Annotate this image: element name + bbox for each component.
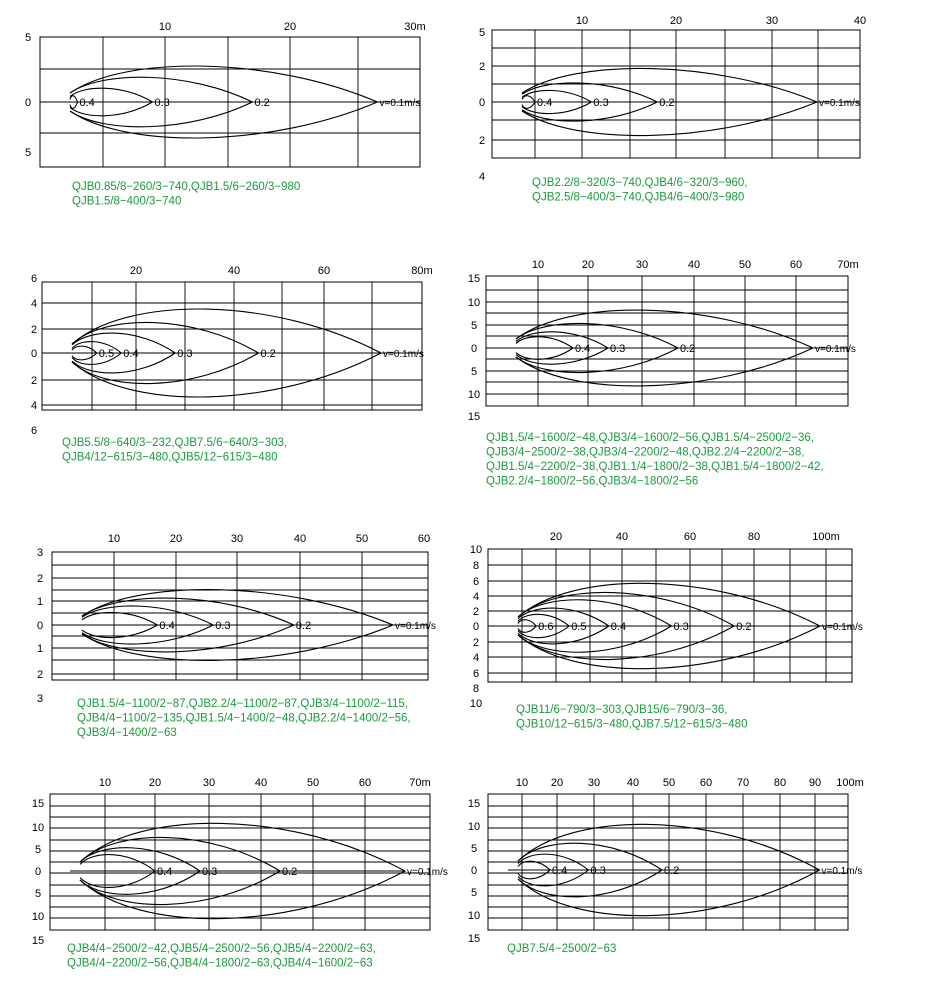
y-tick-label: 0 [470,865,478,877]
panel-7 [32,777,448,970]
y-tick-label: 1 [36,643,44,655]
grid-frame [42,282,422,410]
x-tick-label: 40 [254,777,268,789]
model-caption [67,943,376,970]
x-tick-label: 10 [575,15,589,27]
x-tick-label: 40 [626,777,640,789]
x-tick-label: 10 [107,533,121,545]
x-tick-label: 60 [417,533,431,545]
panel-2 [479,15,866,204]
x-tick-label: 40 [687,259,701,271]
model-caption [72,181,300,208]
model-caption [486,432,824,488]
model-caption-line: QJB1.5/4−1600/2−48,QJB3/4−1600/2−56,QJB1.5/4−2500/2−36, [486,432,815,444]
panel-3 [31,265,433,464]
y-tick-label: 15 [467,273,481,285]
contour-label: 0.2 [282,866,298,878]
model-caption-line: QJB11/6−790/3−303,QJB15/6−790/3−36, [516,704,728,716]
model-caption [516,704,747,731]
y-tick-label: 2 [478,61,486,73]
y-tick-label: 10 [469,544,483,556]
y-tick-label: 6 [30,425,38,437]
contour-label: v=0.1m/s [819,98,860,109]
model-caption-line: QJB4/4−2200/2−56,QJB4/4−1800/2−63,QJB4/4−1600/2−63 [67,957,373,970]
y-tick-label: 15 [31,798,45,810]
y-tick-label: 5 [470,887,478,899]
x-tick-label: 70 [736,777,750,789]
model-caption-line: QJB5.5/8−640/3−232,QJB7.5/6−640/3−303, [62,437,288,449]
x-tick-label: 20 [129,265,143,277]
y-tick-label: 5 [470,366,478,378]
model-caption-line: QJB1.5/4−1100/2−87,QJB2.2/4−1100/2−87,QJB3/4−1100/2−115, [77,698,408,710]
contour-label: 0.6 [538,621,554,633]
model-caption-line: QJB0.85/8−260/3−740,QJB1.5/6−260/3−980 [72,181,301,193]
model-caption-line: QJB4/4−2500/2−42,QJB5/4−2500/2−56,QJB5/4−2200/2−63, [67,943,376,955]
contour-label: 0.3 [673,621,689,633]
model-caption-line: QJB1.5/4−2200/2−38,QJB1.1/4−1800/2−38,QJB1.5/4−1800/2−42, [486,461,824,473]
y-tick-label: 0 [36,620,44,632]
x-tick-label: 90 [808,777,822,789]
model-caption [507,943,616,955]
y-tick-label: 8 [472,683,480,695]
contour-label: 0.2 [254,97,270,109]
x-tick-label: 20 [283,21,297,33]
contour-label: 0.5 [98,348,115,360]
model-caption-line: QJB2.2/8−320/3−740,QJB4/6−320/3−960, [532,177,748,189]
y-tick-label: 5 [24,147,32,159]
x-tick-label: 60 [699,777,713,789]
y-tick-label: 6 [472,668,480,680]
contour-label: 0.3 [590,865,606,877]
y-tick-label: 0 [30,348,38,360]
x-tick-label: 30 [202,777,216,789]
y-tick-label: 6 [472,576,480,588]
y-tick-label: 3 [36,547,44,559]
contour-label: 0.4 [610,621,627,633]
x-tick-label: 20 [169,533,183,545]
x-tick-label: 40 [293,533,307,545]
contour-label: 0.2 [680,343,696,355]
y-tick-label: 5 [34,844,42,856]
x-tick-label: 60 [789,259,803,271]
x-tick-label: 80 [773,777,787,789]
contour-label: v=0.1m/s [383,349,424,360]
y-tick-label: 4 [472,652,480,664]
y-tick-label: 2 [472,637,480,649]
contour-label: 0.3 [593,97,609,109]
contour-label: 0.2 [260,348,276,360]
y-tick-label: 2 [30,324,38,336]
y-tick-label: 2 [478,135,486,147]
x-tick-label: 10 [515,777,529,789]
contour-label: 0.4 [123,348,139,360]
y-tick-label: 6 [30,273,38,285]
contour-label: v=0.1m/s [815,344,856,355]
y-tick-label: 2 [36,669,44,681]
x-tick-label: 100m [812,531,840,543]
contour-label: 0.4 [537,97,553,109]
x-tick-label: 20 [550,777,564,789]
y-tick-label: 15 [467,798,481,810]
x-tick-label: 60 [317,265,331,277]
model-caption-line: QJB3/4−1400/2−63 [77,727,177,739]
x-tick-label: 80m [411,265,433,277]
x-tick-label: 40 [853,15,867,27]
x-tick-label: 10 [158,21,172,33]
y-tick-label: 15 [467,411,481,423]
y-tick-label: 1 [36,596,44,608]
contour-label: 0.2 [295,620,312,632]
y-tick-label: 10 [31,822,45,834]
grid-frame [52,552,428,680]
contour-label: v=0.1m/s [821,866,863,877]
y-tick-label: 10 [467,910,481,922]
contour-label: 0.3 [215,620,231,632]
x-tick-label: 20 [148,777,162,789]
x-tick-label: 50 [662,777,676,789]
y-tick-label: 2 [36,573,44,585]
y-tick-label: 0 [34,866,42,878]
panel-8 [468,777,864,955]
contour-label: v=0.1m/s [379,98,421,109]
model-caption [62,437,287,464]
contour-label: 0.4 [157,866,173,878]
contour-label: 0.4 [159,620,175,632]
y-tick-label: 4 [478,171,486,183]
x-tick-label: 50 [306,777,320,789]
contour-label: 0.3 [202,866,218,878]
y-tick-label: 10 [467,297,481,309]
y-tick-label: 0 [472,621,480,633]
contour-label: 0.3 [177,348,193,360]
x-tick-label: 60 [683,531,697,543]
y-tick-label: 0 [470,343,478,355]
y-tick-label: 5 [24,32,32,44]
model-caption-line: QJB10/12−615/3−480,QJB7.5/12−615/3−480 [516,718,748,731]
x-tick-label: 50 [355,533,369,545]
y-tick-label: 3 [36,693,44,705]
y-tick-label: 15 [31,935,45,947]
x-tick-label: 80 [747,531,761,543]
model-caption [77,698,411,739]
y-tick-label: 4 [30,298,38,310]
y-tick-label: 8 [472,560,480,572]
model-caption [532,177,747,204]
x-tick-label: 30 [587,777,601,789]
contour-label: 0.2 [664,865,680,877]
contour-label: 0.4 [575,343,591,355]
contour-label: v=0.1m/s [407,867,448,878]
y-tick-label: 10 [467,821,481,833]
panel-1 [25,21,426,208]
model-caption-line: QJB3/4−2500/2−38,QJB3/4−2200/2−48,QJB2.2/4−2200/2−38, [486,446,805,459]
model-caption-line: QJB2.2/4−1800/2−56,QJB3/4−1800/2−56 [486,475,699,488]
contour-label: v=0.1m/s [395,621,436,632]
panel-5 [37,533,436,739]
y-tick-label: 10 [467,389,481,401]
y-tick-label: 0 [478,97,486,109]
y-tick-label: 15 [467,933,481,945]
model-caption-line: QJB4/12−615/3−480,QJB5/12−615/3−480 [62,451,278,464]
y-tick-label: 5 [34,888,42,900]
x-tick-label: 70m [837,259,859,271]
contour-label: 0.3 [610,343,626,355]
contour-label: 0.4 [552,865,568,877]
y-tick-label: 2 [472,606,480,618]
x-tick-label: 30 [230,533,244,545]
y-tick-label: 5 [470,320,478,332]
grid-frame [486,276,848,406]
x-tick-label: 20 [669,15,683,27]
contour-label: 0.5 [571,621,587,633]
contour-label: 0.3 [154,97,170,109]
x-tick-label: 30 [635,259,649,271]
y-tick-label: 4 [472,591,480,603]
y-tick-label: 5 [478,27,486,39]
x-tick-label: 70m [409,777,431,789]
x-tick-label: 20 [581,259,595,271]
x-tick-label: 30 [765,15,779,27]
model-caption-line: QJB7.5/4−2500/2−63 [507,943,617,955]
contour-label: 0.2 [736,621,752,633]
x-tick-label: 40 [227,265,241,277]
panel-4 [468,259,859,488]
model-caption-line: QJB4/4−1100/2−135,QJB1.5/4−1400/2−48,QJB2.2/4−1400/2−56, [77,712,411,725]
model-caption-line: QJB2.5/8−400/3−740,QJB4/6−400/3−980 [532,191,745,204]
x-tick-label: 20 [549,531,563,543]
x-tick-label: 10 [531,259,545,271]
x-tick-label: 10 [98,777,112,789]
model-caption-line: QJB1.5/8−400/3−740 [72,195,182,208]
contour-label: v=0.1m/s [822,622,863,633]
x-tick-label: 30m [404,21,426,33]
contour-label: 0.4 [79,97,95,109]
y-tick-label: 10 [31,911,45,923]
x-tick-label: 40 [615,531,629,543]
y-tick-label: 4 [30,400,38,412]
panel-6 [470,531,863,731]
y-tick-label: 10 [469,698,483,710]
x-tick-label: 60 [358,777,372,789]
contour-label: 0.2 [659,97,675,109]
x-tick-label: 50 [738,259,752,271]
x-tick-label: 100m [836,777,864,789]
y-tick-label: 2 [30,375,38,387]
y-tick-label: 0 [24,97,32,109]
y-tick-label: 5 [470,843,478,855]
